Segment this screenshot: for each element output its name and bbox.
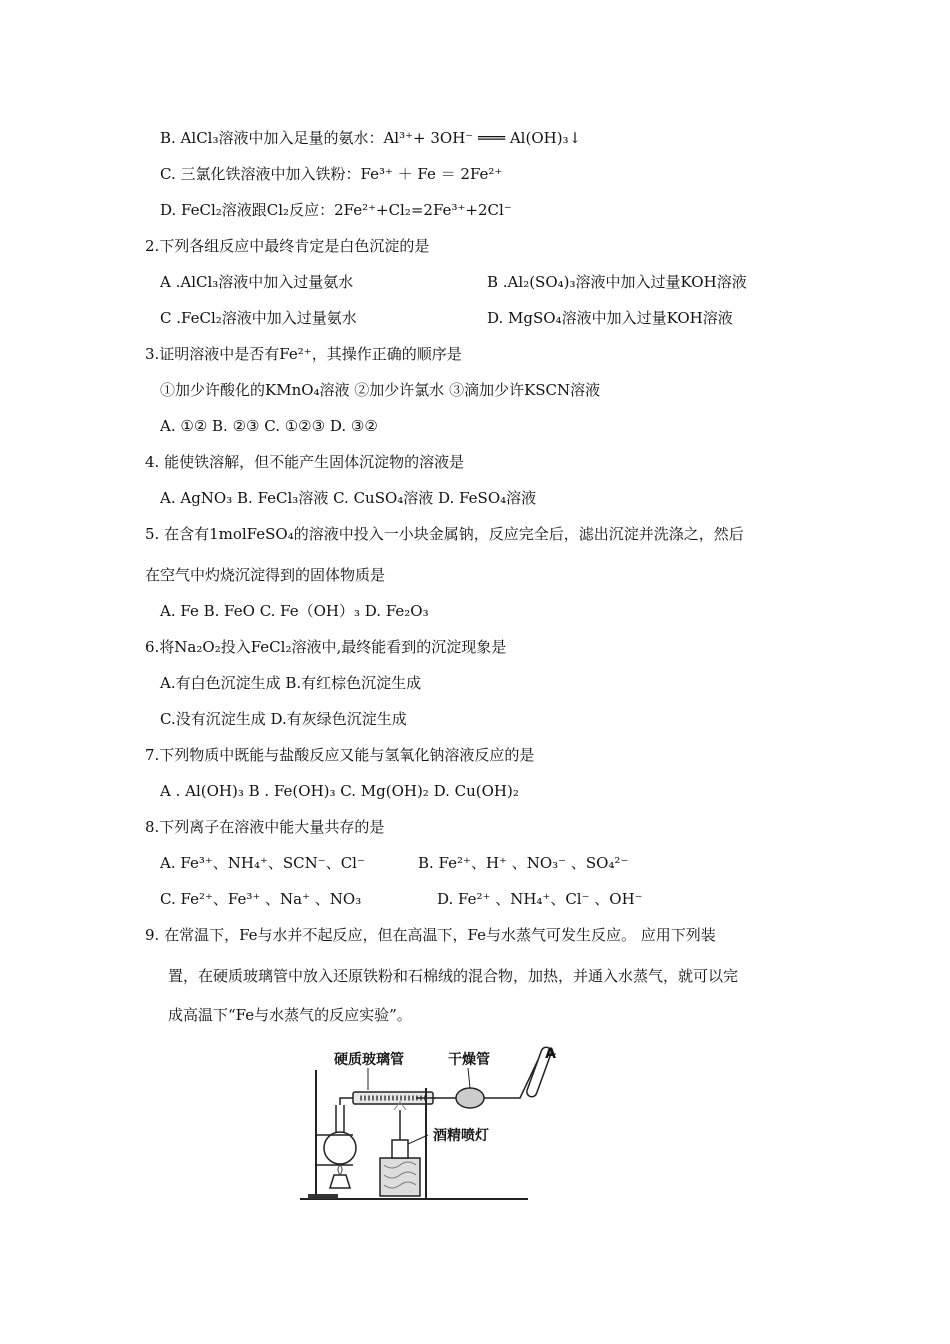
q8-option-d: D. Fe²⁺ 、NH₄⁺、Cl⁻ 、OH⁻ bbox=[437, 890, 643, 908]
label-alcohol-spray-lamp: 酒精喷灯 bbox=[433, 1128, 489, 1144]
q2-option-c: C .FeCl₂溶液中加入过量氨水 bbox=[160, 309, 357, 327]
question-9: 9. 在常温下，Fe与水并不起反应，但在高温下，Fe与水蒸气可发生反应。 应用下列装 bbox=[145, 926, 716, 944]
q8-option-a: A. Fe³⁺、NH₄⁺、SCN⁻、Cl⁻ bbox=[160, 854, 365, 872]
q2-option-b: B .Al₂(SO₄)₃溶液中加入过量KOH溶液 bbox=[487, 273, 747, 291]
question-2: 2.下列各组反应中最终肯定是白色沉淀的是 bbox=[145, 237, 430, 255]
q8-option-b: B. Fe²⁺、H⁺ 、NO₃⁻ 、SO₄²⁻ bbox=[418, 854, 629, 872]
label-hard-glass-tube: 硬质玻璃管 bbox=[334, 1052, 404, 1068]
q3-steps: ①加少许酸化的KMnO₄溶液 ②加少许氯水 ③滴加少许KSCN溶液 bbox=[160, 381, 601, 399]
q8-option-c: C. Fe²⁺、Fe³⁺ 、Na⁺ 、NO₃ bbox=[160, 890, 362, 908]
q2-option-a: A .AlCl₃溶液中加入过量氨水 bbox=[160, 273, 354, 291]
q6-options-ab: A.有白色沉淀生成 B.有红棕色沉淀生成 bbox=[160, 674, 422, 692]
q6-options-cd: C.没有沉淀生成 D.有灰绿色沉淀生成 bbox=[160, 710, 407, 728]
q7-options: A . Al(OH)₃ B . Fe(OH)₃ C. Mg(OH)₂ D. Cu(OH)₂ bbox=[160, 782, 519, 800]
option-b-equation: B. AlCl₃溶液中加入足量的氨水：Al³⁺+ 3OH⁻ ═══ Al(OH)₃↓ bbox=[160, 129, 582, 147]
label-a: A bbox=[545, 1046, 556, 1062]
question-5-cont: 在空气中灼烧沉淀得到的固体物质是 bbox=[145, 566, 386, 584]
q3-options: A. ①② B. ②③ C. ①②③ D. ③② bbox=[160, 417, 378, 435]
question-9-cont2: 成高温下“Fe与水蒸气的反应实验”。 bbox=[168, 1006, 412, 1024]
option-d-equation: D. FeCl₂溶液跟Cl₂反应：2Fe²⁺+Cl₂=2Fe³⁺+2Cl⁻ bbox=[160, 201, 512, 219]
q5-options: A. Fe B. FeO C. Fe（OH）₃ D. Fe₂O₃ bbox=[160, 602, 429, 620]
question-5: 5. 在含有1molFeSO₄的溶液中投入一小块金属钠，反应完全后，滤出沉淀并洗涤之，然后 bbox=[145, 525, 744, 543]
question-9-cont1: 置，在硬质玻璃管中放入还原铁粉和石棉绒的混合物，加热，并通入水蒸气，就可以完 bbox=[168, 967, 739, 985]
question-8: 8.下列离子在溶液中能大量共存的是 bbox=[145, 818, 385, 836]
q4-options: A. AgNO₃ B. FeCl₃溶液 C. CuSO₄溶液 D. FeSO₄溶液 bbox=[160, 489, 537, 507]
question-6: 6.将Na₂O₂投入FeCl₂溶液中,最终能看到的沉淀现象是 bbox=[145, 638, 507, 656]
question-7: 7.下列物质中既能与盐酸反应又能与氢氧化钠溶液反应的是 bbox=[145, 746, 535, 764]
question-3: 3.证明溶液中是否有Fe²⁺，其操作正确的顺序是 bbox=[145, 345, 462, 363]
option-c-equation: C. 三氯化铁溶液中加入铁粉：Fe³⁺ ＋ Fe ＝ 2Fe²⁺ bbox=[160, 165, 503, 183]
q2-option-d: D. MgSO₄溶液中加入过量KOH溶液 bbox=[487, 309, 733, 327]
label-drying-tube: 干燥管 bbox=[448, 1052, 490, 1068]
question-4: 4. 能使铁溶解，但不能产生固体沉淀物的溶液是 bbox=[145, 453, 465, 471]
experiment-apparatus-figure bbox=[298, 1040, 560, 1205]
